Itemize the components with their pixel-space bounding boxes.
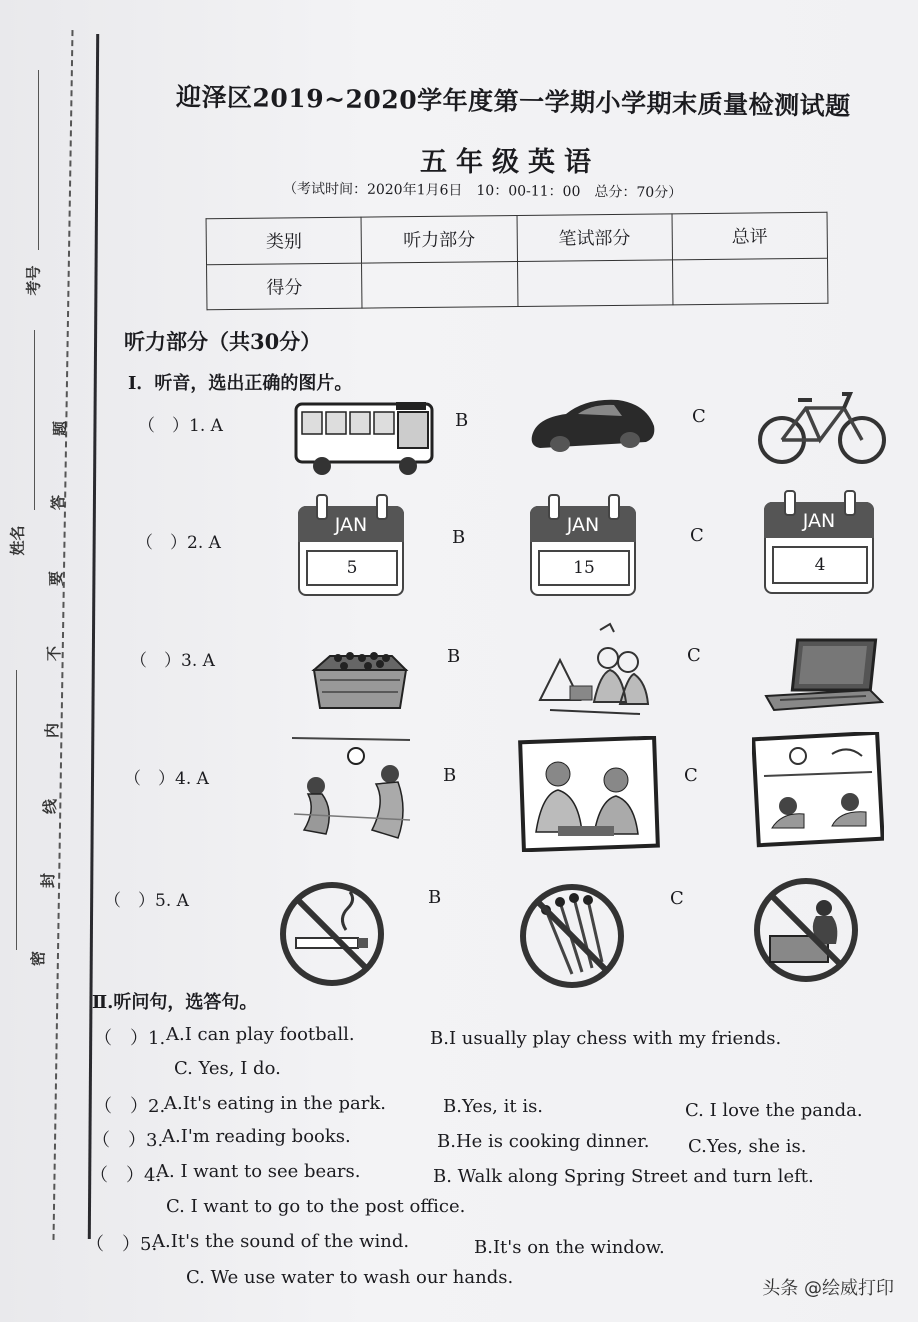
question-2-label: （ ）2. A [136, 533, 221, 553]
bicycle-icon [754, 384, 890, 468]
question-4-label: （ ）4. A [124, 769, 209, 789]
score-header-writing: 笔试部分 [517, 214, 673, 261]
exam-title: 迎泽区2019~2020学年度第一学期小学期末质量检测试题 [175, 82, 851, 121]
option-c-label: C [684, 765, 698, 786]
calendar-month: JAN [802, 510, 836, 532]
listening-heading: 听力部分（共30分） [124, 329, 322, 354]
part2-q1-option-b: B.I usually play chess with my friends. [430, 1028, 782, 1049]
question-1-label: （ ）1. A [138, 416, 223, 436]
score-header-total: 总评 [672, 212, 828, 259]
exam-no-label: 考号 [24, 265, 43, 296]
score-cell-listening[interactable] [362, 261, 518, 308]
score-cell-writing[interactable] [517, 259, 673, 306]
picnic-icon [530, 620, 658, 724]
calendar-month: JAN [334, 514, 368, 536]
option-c-label: C [690, 525, 704, 546]
calendar-month: JAN [566, 514, 600, 536]
watermark: 头条 @绘威打印 [762, 1278, 894, 1299]
part2-q2-option-b: B.Yes, it is. [443, 1096, 544, 1117]
seal-char: 线 [41, 798, 60, 815]
part2-title: Ⅱ.听问句，选答句。 [92, 992, 258, 1013]
part2-q1-option-a: A.I can play football. [166, 1024, 355, 1045]
beach-ball-icon [290, 734, 416, 846]
seal-char: 封 [39, 872, 58, 889]
seal-char: 密 [29, 950, 48, 967]
option-b-label: B [452, 527, 466, 548]
calendar-icon [530, 494, 636, 596]
part2-q5-option-b: B.It's on the window. [474, 1237, 665, 1258]
part2-q1-option-c: C. Yes, I do. [174, 1058, 281, 1079]
part2-q3-option-b: B.He is cooking dinner. [437, 1131, 650, 1152]
name-blank-line [34, 330, 35, 510]
score-header-listening: 听力部分 [361, 216, 517, 263]
part2-q3-option-c: C.Yes, she is. [688, 1136, 807, 1157]
score-label: 得分 [207, 263, 363, 310]
calendar-day: 4 [772, 546, 868, 584]
part2-q2-number: （ ）2. [94, 1096, 166, 1117]
part2-q4-number: （ ）4. [90, 1165, 162, 1186]
part2-q4-option-b: B. Walk along Spring Street and turn left. [433, 1166, 814, 1187]
margin-dashed-line [52, 30, 73, 1240]
margin-solid-line [88, 34, 99, 1239]
part2-q4-option-c: C. I want to go to the post office. [166, 1196, 466, 1217]
part1-title: Ⅰ．听音，选出正确的图片。 [128, 373, 353, 394]
name-label: 姓名 [8, 525, 27, 556]
part2-q1-number: （ ）1. [94, 1028, 166, 1049]
part2-q5-option-c: C. We use water to wash our hands. [186, 1267, 514, 1288]
option-b-label: B [443, 765, 457, 786]
option-c-label: C [687, 645, 701, 666]
calendar-icon [764, 490, 874, 594]
seat-blank-line [16, 670, 17, 950]
laptop-icon [758, 636, 884, 714]
seal-char: 不 [45, 645, 64, 662]
no-smoking-icon [276, 878, 390, 990]
option-b-label: B [447, 646, 461, 667]
question-5-label: （ ）5. A [104, 891, 189, 911]
question-3-label: （ ）3. A [130, 651, 215, 671]
beach-photo-icon [752, 732, 884, 848]
no-littering-icon [750, 874, 864, 986]
car-icon [526, 392, 660, 458]
exam-subtitle: 五年级英语 [420, 147, 600, 178]
score-cell-total[interactable] [672, 258, 828, 305]
seal-char: 内 [43, 722, 62, 739]
calendar-day: 15 [538, 550, 630, 586]
calendar-day: 5 [306, 550, 398, 586]
chess-icon [308, 640, 412, 712]
exam-info: （考试时间：2020年1月6日 10：00-11：00 总分：70分） [282, 180, 683, 202]
score-header-category: 类别 [206, 217, 362, 264]
seal-char: 要 [47, 570, 66, 587]
part2-q5-number: （ ）5. [86, 1234, 158, 1255]
part2-q3-option-a: A.I'm reading books. [162, 1126, 351, 1147]
option-c-label: C [670, 888, 684, 909]
exam-no-blank-line [38, 70, 39, 250]
calendar-icon [298, 494, 404, 596]
part2-q4-option-a: A. I want to see bears. [156, 1161, 361, 1182]
seal-char: 答 [49, 494, 68, 511]
seal-char: 题 [51, 420, 70, 437]
part2-q5-option-a: A.It's the sound of the wind. [152, 1231, 410, 1252]
score-table [206, 212, 829, 311]
no-matches-icon [516, 880, 630, 992]
option-c-label: C [692, 406, 706, 427]
family-photo-icon [518, 736, 660, 852]
option-b-label: B [455, 410, 469, 431]
part2-q3-number: （ ）3. [92, 1130, 164, 1151]
bus-icon [292, 398, 440, 478]
part2-q2-option-a: A.It's eating in the park. [164, 1093, 386, 1114]
option-b-label: B [428, 887, 442, 908]
part2-q2-option-c: C. I love the panda. [685, 1100, 863, 1121]
